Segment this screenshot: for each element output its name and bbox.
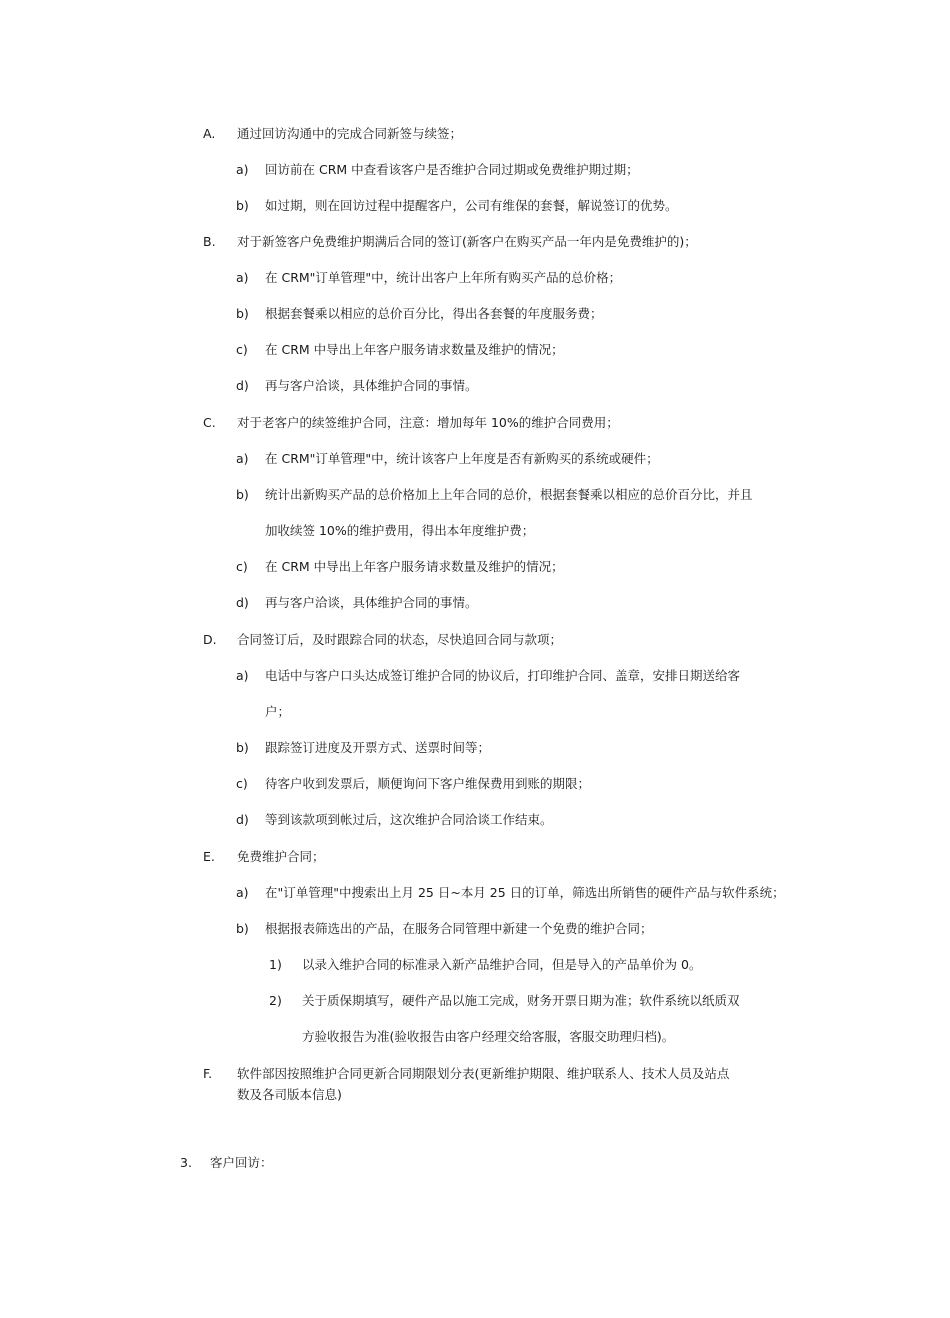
- list-text: 统计出新购买产品的总价格加上上年合同的总价，根据套餐乘以相应的总价百分比，并且: [265, 487, 753, 502]
- list-marker: b): [236, 198, 249, 213]
- list-text: 等到该款项到帐过后，这次维护合同洽谈工作结束。: [265, 812, 553, 827]
- list-marker: C.: [203, 415, 216, 430]
- list-text: 在 CRM"订单管理"中，统计出客户上年所有购买产品的总价格；: [265, 270, 622, 285]
- list-text: 再与客户洽谈，具体维护合同的事情。: [265, 378, 478, 393]
- list-text: 对于新签客户免费维护期满后合同的签订(新客户在购买产品一年内是免费维护的)；: [237, 234, 697, 249]
- list-marker: 2): [269, 993, 282, 1008]
- list-text: 电话中与客户口头达成签订维护合同的协议后，打印维护合同、盖章，安排日期送给客: [265, 668, 741, 683]
- list-marker: a): [236, 668, 249, 683]
- list-marker: b): [236, 740, 249, 755]
- list-text: 数及各司版本信息): [237, 1087, 342, 1102]
- list-marker: a): [236, 451, 249, 466]
- list-marker: D.: [203, 632, 217, 647]
- list-text: 合同签订后，及时跟踪合同的状态，尽快追回合同与款项；: [237, 632, 563, 647]
- list-text: 如过期，则在回访过程中提醒客户，公司有维保的套餐，解说签订的优势。: [265, 198, 678, 213]
- list-text: 关于质保期填写，硬件产品以施工完成，财务开票日期为准；软件系统以纸质双: [302, 993, 740, 1008]
- list-text: 根据套餐乘以相应的总价百分比，得出各套餐的年度服务费；: [265, 306, 603, 321]
- list-text: 软件部因按照维护合同更新合同期限划分表(更新维护期限、维护联系人、技术人员及站点: [237, 1066, 730, 1081]
- list-marker: a): [236, 270, 249, 285]
- list-text: 对于老客户的续签维护合同，注意：增加每年 10%的维护合同费用；: [237, 415, 619, 430]
- list-marker: E.: [203, 849, 215, 864]
- list-text: 方验收报告为准(验收报告由客户经理交给客服，客服交助理归档)。: [302, 1029, 675, 1044]
- list-marker: a): [236, 885, 249, 900]
- list-text: 以录入维护合同的标准录入新产品维护合同，但是导入的产品单价为 0。: [302, 957, 702, 972]
- list-marker: b): [236, 487, 249, 502]
- list-marker: A.: [203, 126, 216, 141]
- list-text: 在"订单管理"中搜索出上月 25 日~本月 25 日的订单，筛选出所销售的硬件产品与软件系统；: [265, 885, 785, 900]
- section-number: 3.: [180, 1155, 192, 1170]
- list-text: 加收续签 10%的维护费用，得出本年度维护费；: [265, 523, 535, 538]
- list-marker: c): [236, 776, 248, 791]
- list-text: 待客户收到发票后，顺便询问下客户维保费用到账的期限；: [265, 776, 591, 791]
- list-text: 跟踪签订进度及开票方式、送票时间等；: [265, 740, 491, 755]
- list-marker: d): [236, 378, 249, 393]
- list-text: 在 CRM 中导出上年客户服务请求数量及维护的情况；: [265, 559, 564, 574]
- list-marker: c): [236, 559, 248, 574]
- list-text: 户；: [265, 704, 291, 719]
- section-title: 客户回访：: [210, 1155, 273, 1170]
- list-marker: b): [236, 306, 249, 321]
- list-marker: B.: [203, 234, 216, 249]
- list-text: 免费维护合同；: [237, 849, 325, 864]
- list-marker: a): [236, 162, 249, 177]
- list-text: 通过回访沟通中的完成合同新签与续签；: [237, 126, 463, 141]
- list-text: 在 CRM 中导出上年客户服务请求数量及维护的情况；: [265, 342, 564, 357]
- list-text: 在 CRM"订单管理"中，统计该客户上年度是否有新购买的系统或硬件；: [265, 451, 659, 466]
- list-marker: d): [236, 595, 249, 610]
- list-text: 根据报表筛选出的产品，在服务合同管理中新建一个免费的维护合同；: [265, 921, 653, 936]
- list-text: 再与客户洽谈，具体维护合同的事情。: [265, 595, 478, 610]
- list-marker: c): [236, 342, 248, 357]
- list-marker: 1): [269, 957, 282, 972]
- list-marker: d): [236, 812, 249, 827]
- list-marker: F.: [203, 1066, 213, 1081]
- list-text: 回访前在 CRM 中查看该客户是否维护合同过期或免费维护期过期；: [265, 162, 639, 177]
- list-marker: b): [236, 921, 249, 936]
